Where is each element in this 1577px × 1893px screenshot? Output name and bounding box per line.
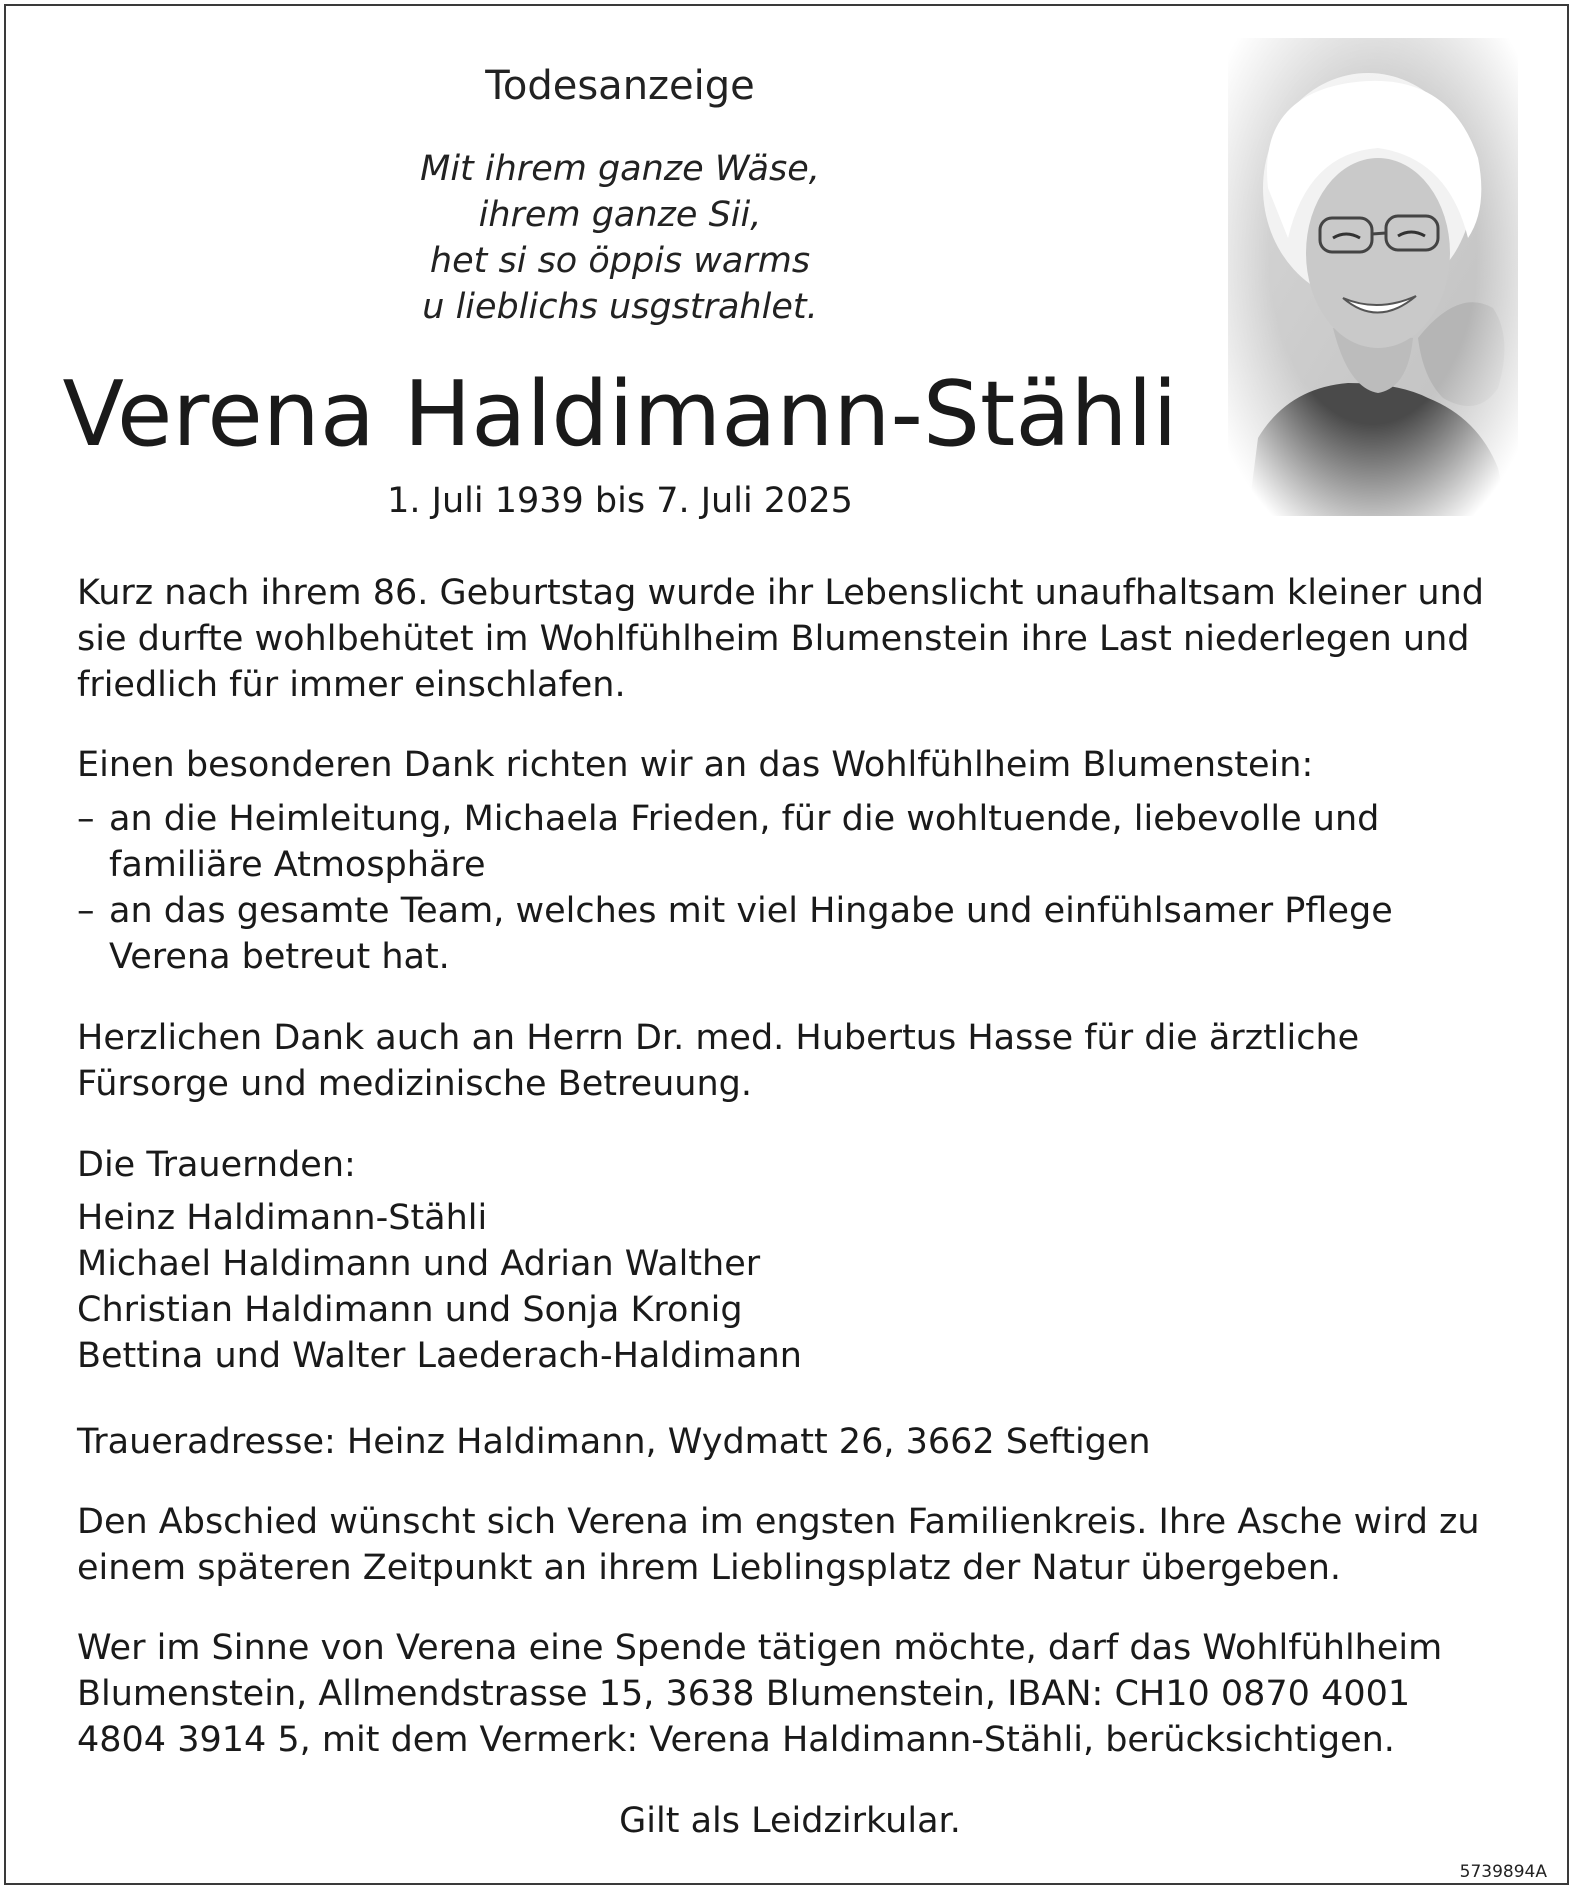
farewell-text: Den Abschied wünscht sich Verena im engsten Familienkreis. Ihre Asche wird zu einem späteren Zeitpunkt an ihrem Lieblingsplatz der Natur übergeben. — [77, 1502, 1480, 1588]
life-dates: 1. Juli 1939 bis 7. Juli 2025 — [387, 481, 853, 521]
mourner: Michael Haldimann und Adrian Walther — [77, 1244, 761, 1284]
deceased-name: Verena Haldimann-Stähli — [62, 362, 1178, 467]
portrait-photo — [1228, 38, 1518, 516]
bullet-dash: – — [77, 891, 95, 931]
mourning-address: Traueradresse: Heinz Haldimann, Wydmatt 26, 3662 Seftigen — [77, 1422, 1151, 1462]
mourners-heading: Die Trauernden: — [77, 1145, 356, 1185]
bullet-dash: – — [77, 799, 95, 839]
mourner: Heinz Haldimann-Stähli — [77, 1198, 488, 1238]
mourner: Bettina und Walter Laederach-Haldimann — [77, 1336, 802, 1376]
notice-title: Todesanzeige — [485, 63, 755, 109]
mourner: Christian Haldimann und Sonja Kronig — [77, 1290, 743, 1330]
thanks-section — [77, 742, 1507, 980]
thanks-bullet — [77, 888, 1507, 980]
closing-note: Gilt als Leidzirkular. — [619, 1801, 961, 1841]
intro-text: Kurz nach ihrem 86. Geburtstag wurde ihr Lebenslicht unaufhaltsam kleiner und sie durfte wohlbehütet im Wohlfühlheim Blumenstein ihre Last niederlegen und friedlich für immer einschlafen. — [77, 573, 1484, 705]
poem-line: het si so öppis warms — [429, 241, 811, 281]
thanks-bullet-text: an die Heimleitung, Michaela Frieden, für die wohltuende, liebevolle und familiäre Atmosphäre — [109, 799, 1380, 885]
doctor-thanks-text: Herzlichen Dank auch an Herrn Dr. med. Hubertus Hasse für die ärztliche Fürsorge und medizinische Betreuung. — [77, 1018, 1360, 1104]
farewell-paragraph — [77, 1499, 1507, 1591]
poem-line: Mit ihrem ganze Wäse, — [420, 149, 820, 189]
thanks-bullet — [77, 796, 1507, 888]
mourners-list — [77, 1195, 1507, 1379]
donation-paragraph — [77, 1625, 1507, 1763]
thanks-bullet-text: an das gesamte Team, welches mit viel Hingabe und einfühlsamer Pflege Verena betreut hat. — [109, 891, 1393, 977]
donation-text: Wer im Sinne von Verena eine Spende tätigen möchte, darf das Wohlfühlheim Blumenstein, Allmendstrasse 15, 3638 Blumenstein, IBAN: CH10 0870 4001 4804 3914 5, mit dem Vermerk: Verena Haldimann-Stähli, berücksichtigen. — [77, 1628, 1443, 1760]
poem-line: ihrem ganze Sii, — [478, 195, 762, 235]
reference-number: 5739894A — [1459, 1862, 1547, 1882]
doctor-thanks-paragraph — [77, 1015, 1507, 1107]
poem — [340, 146, 900, 330]
intro-paragraph — [77, 570, 1507, 708]
thanks-heading: Einen besonderen Dank richten wir an das Wohlfühlheim Blumenstein: — [77, 745, 1314, 785]
poem-line: u lieblichs usgstrahlet. — [422, 287, 818, 327]
